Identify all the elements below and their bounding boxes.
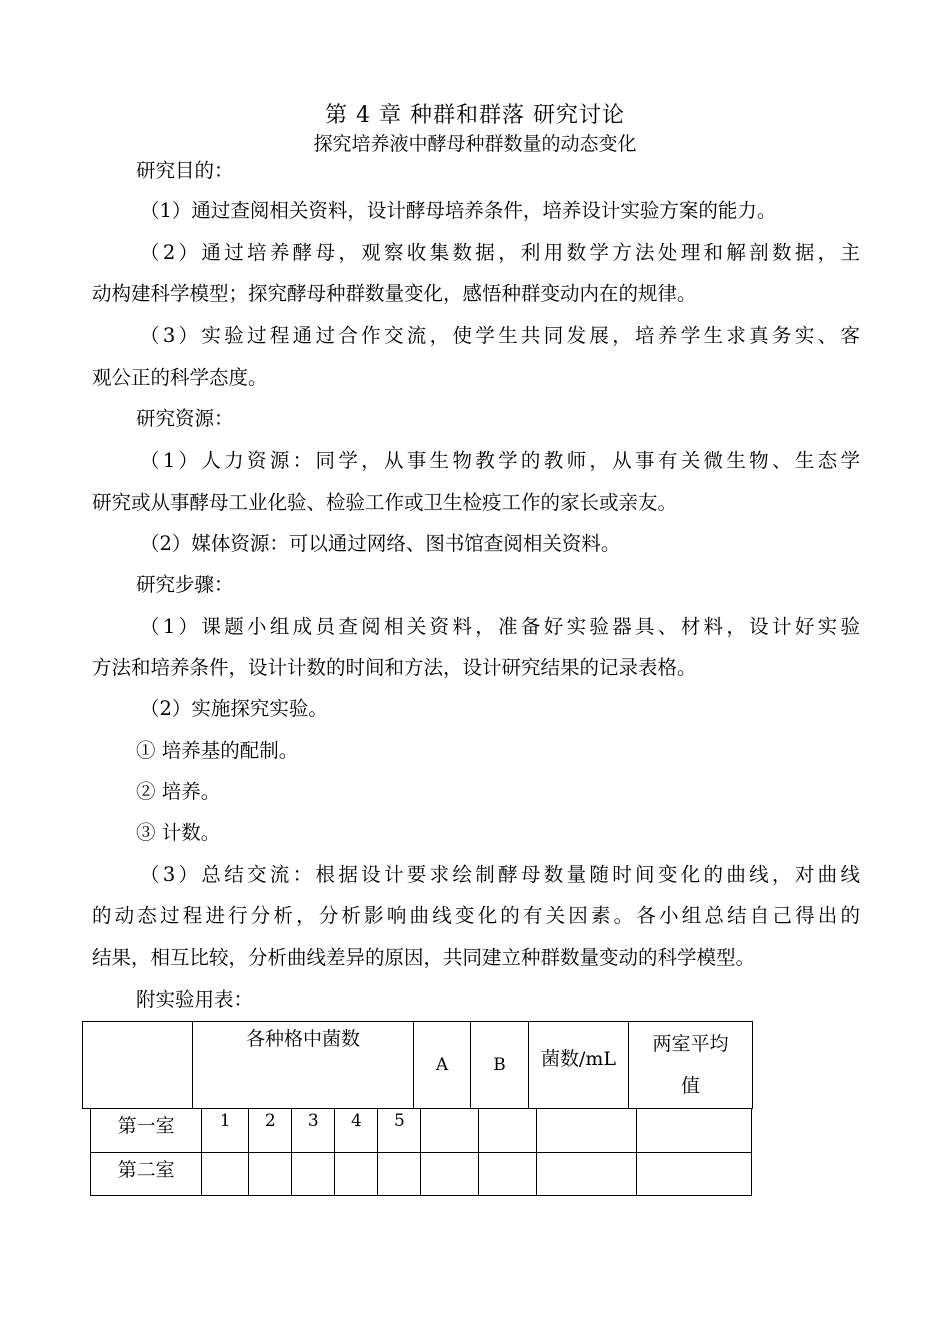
empty-cell [636, 1109, 751, 1153]
steps-heading: 研究步骤： [136, 573, 234, 596]
empty-cell [421, 1109, 478, 1153]
table-row [91, 1152, 752, 1196]
purpose-item-2-line-2: 动构建科学模型；探究酵母种群数量变化，感悟种群变动内在的规律。 [92, 282, 697, 305]
grid-cell-number: 1 [202, 1109, 249, 1153]
header-average-cell [629, 1022, 753, 1109]
step-2-sub-3: ③ 计数。 [136, 821, 221, 844]
header-average-line-2: 值 [680, 1075, 700, 1097]
header-empty-cell [83, 1022, 193, 1109]
step-3-line-2: 的动态过程进行分析，分析影响曲线变化的有关因素。各小组总结自己得出的 [92, 904, 860, 927]
row-label-chamber-1: 第一室 [91, 1109, 202, 1153]
header-counts-cell: 各种格中菌数 [193, 1022, 414, 1109]
grid-cell-number: 3 [292, 1109, 335, 1153]
empty-cell [421, 1152, 478, 1196]
empty-cell [202, 1152, 249, 1196]
empty-cell [478, 1109, 536, 1153]
empty-cell [249, 1152, 292, 1196]
header-a-cell: A [414, 1022, 471, 1109]
resource-item-1-line-1: （1）人力资源：同学，从事生物教学的教师，从事有关微生物、生态学 [140, 449, 860, 472]
empty-cell [536, 1109, 636, 1153]
resource-item-1-line-2: 研究或从事酵母工业化验、检验工作或卫生检疫工作的家长或亲友。 [92, 491, 678, 514]
step-1-line-1: （1）课题小组成员查阅相关资料，准备好实验器具、材料，设计好实验 [140, 615, 860, 638]
resource-item-2: （2）媒体资源：可以通过网络、图书馆查阅相关资料。 [140, 532, 621, 555]
empty-cell [378, 1152, 421, 1196]
header-b-cell: B [471, 1022, 529, 1109]
empty-cell [292, 1152, 335, 1196]
purpose-heading: 研究目的： [136, 159, 234, 182]
purpose-item-3-line-2: 观公正的科学态度。 [92, 366, 268, 389]
step-2: （2）实施探究实验。 [140, 697, 328, 720]
step-2-sub-2: ② 培养。 [136, 780, 221, 803]
empty-cell [478, 1152, 536, 1196]
table-row [91, 1109, 752, 1153]
empty-cell [536, 1152, 636, 1196]
empty-cell [636, 1152, 751, 1196]
step-2-sub-1: ① 培养基的配制。 [136, 739, 299, 762]
grid-cell-number: 5 [378, 1109, 421, 1153]
appendix-heading: 附实验用表： [136, 988, 254, 1011]
document-subtitle: 探究培养液中酵母种群数量的动态变化 [313, 133, 637, 155]
row-label-chamber-2: 第二室 [91, 1152, 202, 1196]
header-average-line-1: 两室平均 [652, 1033, 729, 1055]
purpose-item-3-line-1: （3）实验过程通过合作交流，使学生共同发展，培养学生求真务实、客 [140, 324, 860, 347]
experiment-table-header [82, 1021, 753, 1109]
purpose-item-2-line-1: （2）通过培养酵母，观察收集数据，利用数学方法处理和解剖数据，主 [140, 241, 860, 264]
document-title: 第 4 章 种群和群落 研究讨论 [325, 103, 625, 128]
purpose-item-1: （1）通过查阅相关资料，设计酵母培养条件，培养设计实验方案的能力。 [140, 199, 777, 222]
grid-cell-number: 4 [335, 1109, 378, 1153]
header-per-ml-cell: 菌数/mL [529, 1022, 629, 1109]
step-1-line-2: 方法和培养条件，设计计数的时间和方法，设计研究结果的记录表格。 [92, 656, 697, 679]
empty-cell [335, 1152, 378, 1196]
experiment-table-body [90, 1108, 752, 1196]
step-3-line-1: （3）总结交流：根据设计要求绘制酵母数量随时间变化的曲线，对曲线 [140, 863, 860, 886]
step-3-line-3: 结果，相互比较，分析曲线差异的原因，共同建立种群数量变动的科学模型。 [92, 946, 756, 969]
resource-heading: 研究资源： [136, 407, 234, 430]
grid-cell-number: 2 [249, 1109, 292, 1153]
